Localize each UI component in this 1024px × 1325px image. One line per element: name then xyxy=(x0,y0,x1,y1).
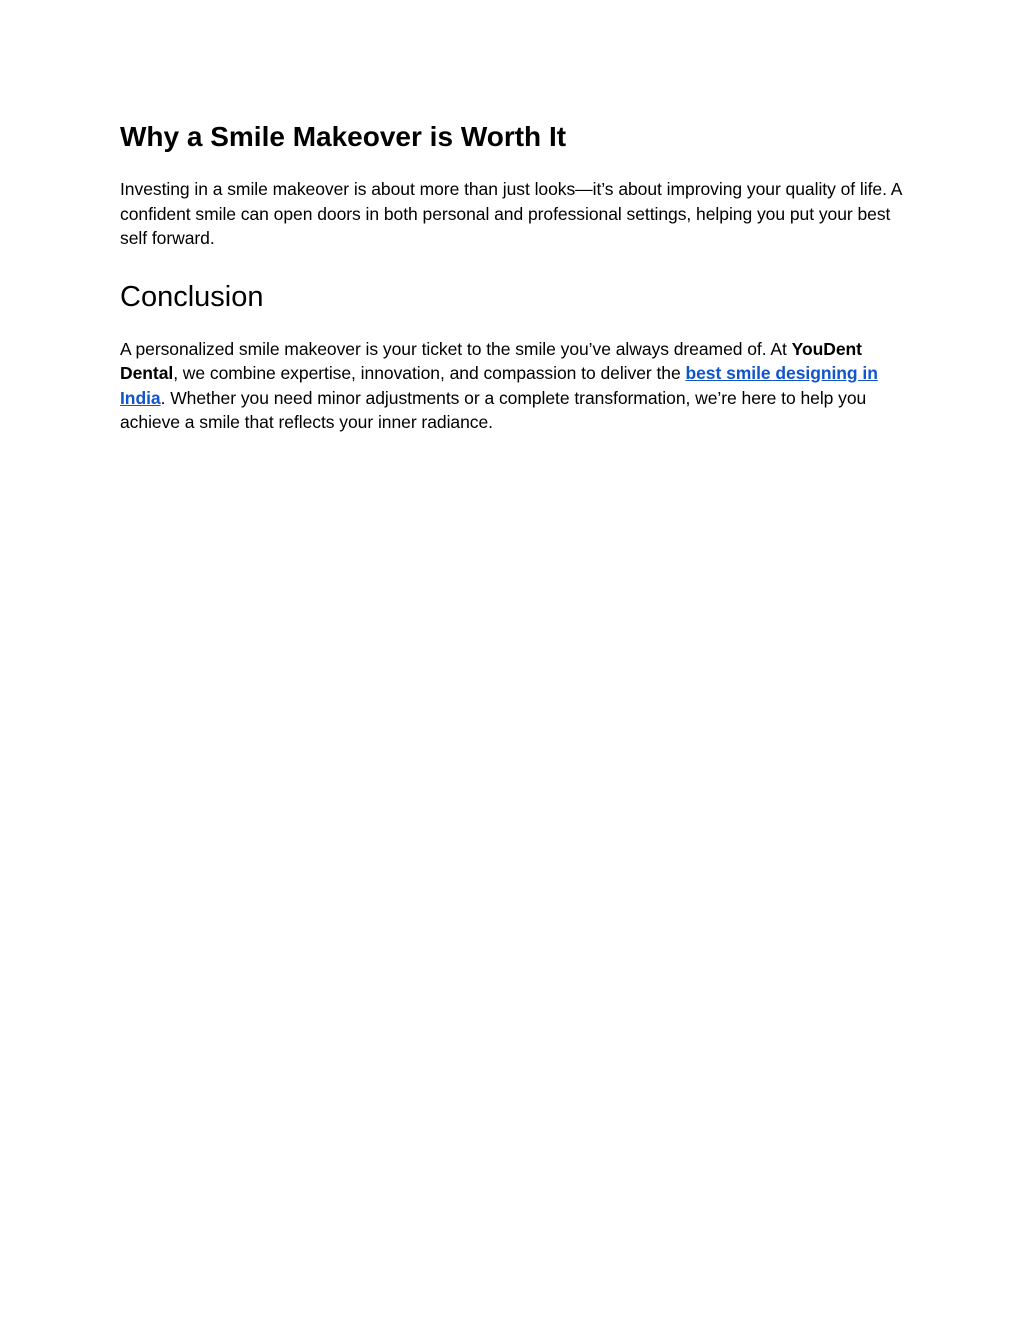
conclusion-intro-text: A personalized smile makeover is your ticket to the smile you’ve always dreamed of. At xyxy=(120,338,792,359)
section-heading-worth-it: Why a Smile Makeover is Worth It xyxy=(120,121,567,152)
brand-name: YouDent Dental xyxy=(120,338,862,383)
document-page xyxy=(120,117,904,435)
section-heading-conclusion: Conclusion xyxy=(120,280,264,313)
conclusion-middle-text: , we combine expertise, innovation, and compassion to deliver the xyxy=(173,363,686,383)
section-paragraph-worth-it: Investing in a smile makeover is about more than just looks—it’s about improving your quality of life. A confident smile can open doors in both personal and professional settings, helping you put your best self forward. xyxy=(120,179,902,248)
smile-designing-link[interactable]: best smile designing in India xyxy=(120,363,878,408)
section-paragraph-conclusion xyxy=(120,337,904,435)
conclusion-end-text: . Whether you need minor adjustments or a complete transformation, we’re here to help you achieve a smile that reflects your inner radiance. xyxy=(120,387,867,432)
